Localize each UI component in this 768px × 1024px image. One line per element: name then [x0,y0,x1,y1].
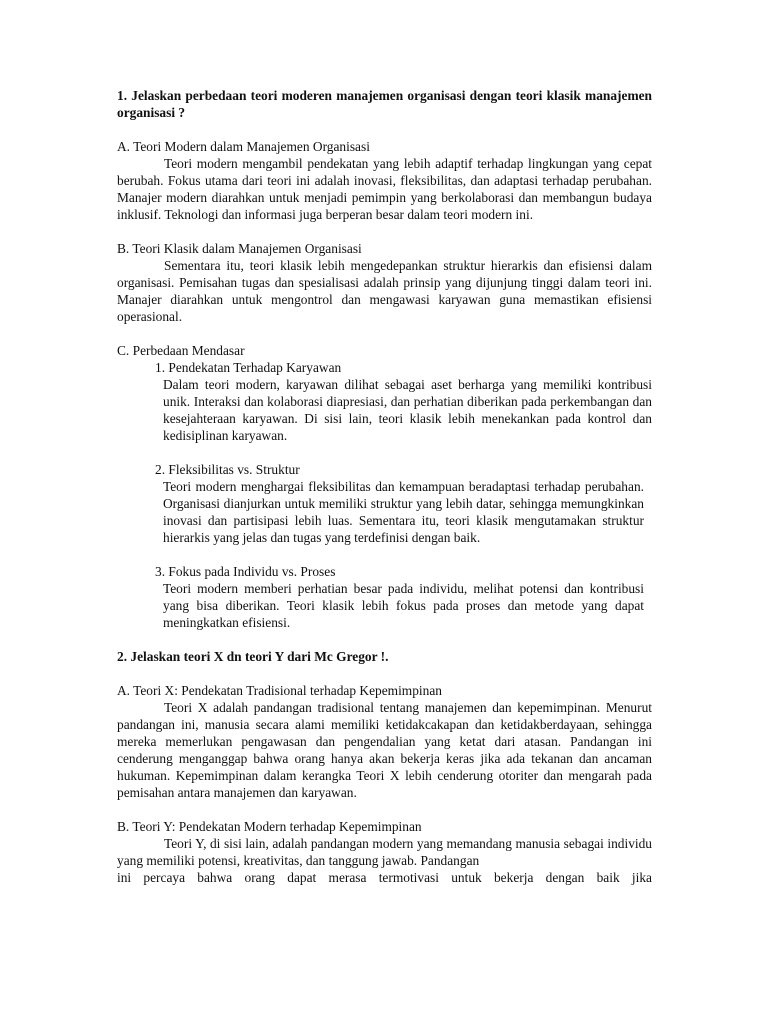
q1-section-b-heading: B. Teori Klasik dalam Manajemen Organisasi [117,241,362,256]
q2-section-b-body-last-line: ini percaya bahwa orang dapat merasa termotivasi untuk bekerja dengan baik jika [117,870,652,885]
document-content [117,87,652,886]
point-1-heading: 1. Pendekatan Terhadap Karyawan [155,360,342,375]
point-3-heading: 3. Fokus pada Individu vs. Proses [155,564,336,579]
q1-section-a-body: Teori modern mengambil pendekatan yang lebih adaptif terhadap lingkungan yang cepat berubah. Fokus utama dari teori ini adalah inovasi, fleksibilitas, dan adaptasi terhadap perubahan. Manajer modern diarahkan untuk menjadi pemimpin yang berkolaborasi dan membangun budaya inklusif. Teknologi dan informasi juga berperan besar dalam teori modern ini. [117,156,652,222]
question-2-title: 2. Jelaskan teori X dn teori Y dari Mc Gregor !. [117,649,389,664]
q1-section-c-heading: C. Perbedaan Mendasar [117,343,245,358]
point-1-body: Dalam teori modern, karyawan dilihat sebagai aset berharga yang memiliki kontribusi unik. Interaksi dan kolaborasi diapresiasi, dan perhatian diberikan pada perkembangan dan kesejahteraan karyawan. Di sisi lain, teori klasik lebih menekankan pada kontrol dan kedisiplinan karyawan. [163,377,652,443]
question-1-title: 1. Jelaskan perbedaan teori moderen manajemen organisasi dengan teori klasik manajemen organisasi ? [117,88,652,120]
q2-section-b-heading: B. Teori Y: Pendekatan Modern terhadap Kepemimpinan [117,819,422,834]
point-3-body: Teori modern memberi perhatian besar pada individu, melihat potensi dan kontribusi yang bisa diberikan. Teori klasik lebih fokus pada proses dan metode yang dapat meningkatkan efisiensi. [163,581,644,630]
q1-section-a-heading: A. Teori Modern dalam Manajemen Organisasi [117,139,370,154]
point-2-body: Teori modern menghargai fleksibilitas dan kemampuan beradaptasi terhadap perubahan. Organisasi dianjurkan untuk memiliki struktur yang lebih datar, sehingga memungkinkan inovasi dan partisipasi lebih luas. Sementara itu, teori klasik mengutamakan struktur hierarkis yang jelas dan tugas yang terdefinisi dengan baik. [163,479,644,545]
q2-section-a-body: Teori X adalah pandangan tradisional tentang manajemen dan kepemimpinan. Menurut pandangan ini, manusia secara alami memiliki ketidakcakapan dan ketidakberdayaan, sehingga mereka memerlukan pengawasan dan pengendalian yang ketat dari atasan. Pandangan ini cenderung menganggap bahwa orang hanya akan bekerja keras jika ada tekanan dan ancaman hukuman. Kepemimpinan dalam kerangka Teori X lebih cenderung otoriter dan mengarah pada pemisahan antara manajemen dan karyawan. [117,700,652,800]
q2-section-a-heading: A. Teori X: Pendekatan Tradisional terhadap Kepemimpinan [117,683,442,698]
point-2-heading: 2. Fleksibilitas vs. Struktur [155,462,300,477]
q1-section-b-body: Sementara itu, teori klasik lebih mengedepankan struktur hierarkis dan efisiensi dalam organisasi. Pemisahan tugas dan spesialisasi adalah prinsip yang dijunjung tinggi dalam teori ini. Manajer diarahkan untuk mengontrol dan mengawasi karyawan guna memastikan efisiensi operasional. [117,258,652,324]
q2-section-b-body: Teori Y, di sisi lain, adalah pandangan modern yang memandang manusia sebagai individu yang memiliki potensi, kreativitas, dan tanggung jawab. Pandangan [117,836,652,868]
